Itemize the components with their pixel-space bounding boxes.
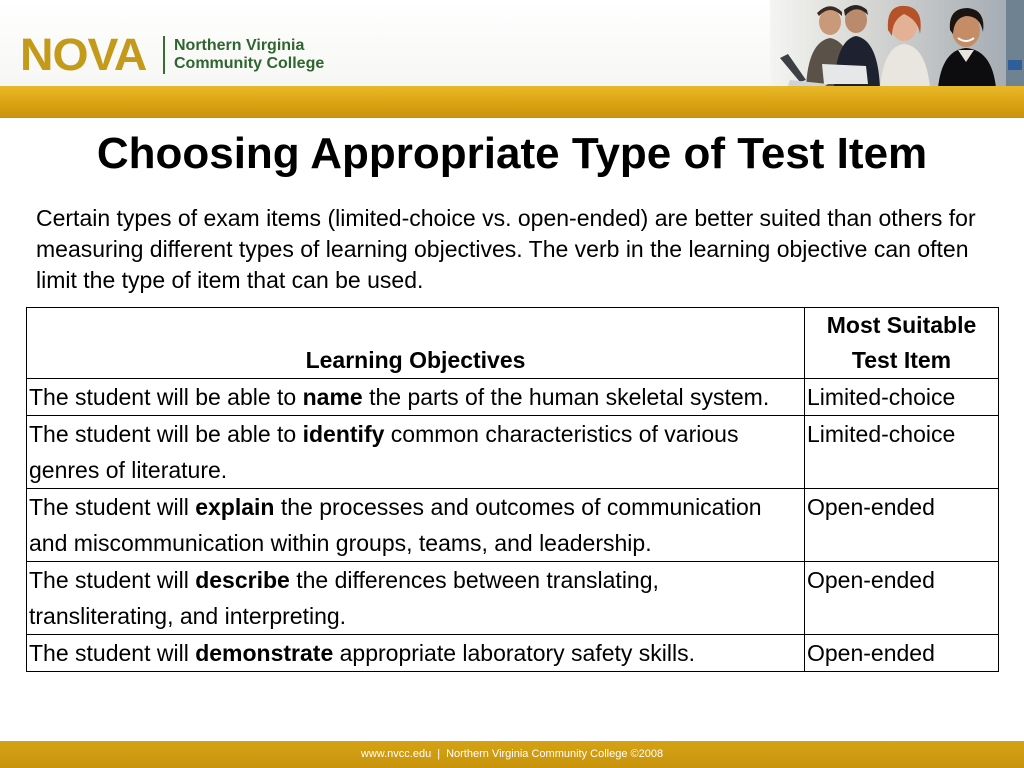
objective-text-after: common characteristics of various genres of literature. [29,421,745,483]
test-item-cell: Limited-choice [805,379,999,416]
table-row [27,379,999,416]
table-row [27,416,999,489]
objective-verb: name [302,384,363,410]
footer-bar [0,741,1024,768]
test-item-cell: Open-ended [805,635,999,672]
logo-divider [163,36,165,74]
table-row [27,635,999,672]
students-photo [770,0,1024,88]
objective-text-after: the parts of the human skeletal system. [362,384,770,410]
logo-line-2: Community College [174,55,325,72]
objective-text-before: The student will [29,494,196,520]
table-row [27,562,999,635]
objective-text-after: appropriate laboratory safety skills. [333,640,696,666]
slide-title: Choosing Appropriate Type of Test Item [96,129,928,178]
header-most-suitable-item: Most Suitable Test Item [805,308,999,379]
objective-verb: identify [302,421,385,447]
objective-text-before: The student will [29,640,196,666]
logo-line-1: Northern Virginia [174,37,305,54]
footer-website: www.nvcc.edu [360,748,432,760]
objective-verb: demonstrate [195,640,334,666]
test-item-cell: Open-ended [805,562,999,635]
objective-cell [27,635,805,672]
objective-text-before: The student will be able to [29,421,303,447]
header-gold-bar [0,86,1024,118]
header-learning-objectives: Learning Objectives [27,308,805,379]
objective-cell [27,489,805,562]
objective-cell [27,379,805,416]
objectives-table [26,307,999,672]
footer-separator: | [437,748,441,760]
intro-paragraph: Certain types of exam items (limited-choice vs. open-ended) are better suited than others for measuring different types of learning objectives. The verb in the learning objective can often limit the type of item that can be used. [36,205,976,293]
objective-verb: explain [195,494,275,520]
header-banner [0,0,1024,88]
objective-text-before: The student will [29,567,196,593]
logo-wordmark: NOVA [20,29,147,80]
footer-copyright: Northern Virginia Community College ©2008 [446,748,664,760]
objective-text-after: the differences between translating, transliterating, and interpreting. [29,567,666,629]
table-header-row [27,308,999,379]
objective-cell [27,562,805,635]
table-row [27,489,999,562]
objective-text-after: the processes and outcomes of communication and miscommunication within groups, teams, and leadership. [29,494,768,556]
test-item-cell: Limited-choice [805,416,999,489]
test-item-cell: Open-ended [805,489,999,562]
objective-cell [27,416,805,489]
objective-verb: describe [195,567,290,593]
objective-text-before: The student will be able to [29,384,303,410]
